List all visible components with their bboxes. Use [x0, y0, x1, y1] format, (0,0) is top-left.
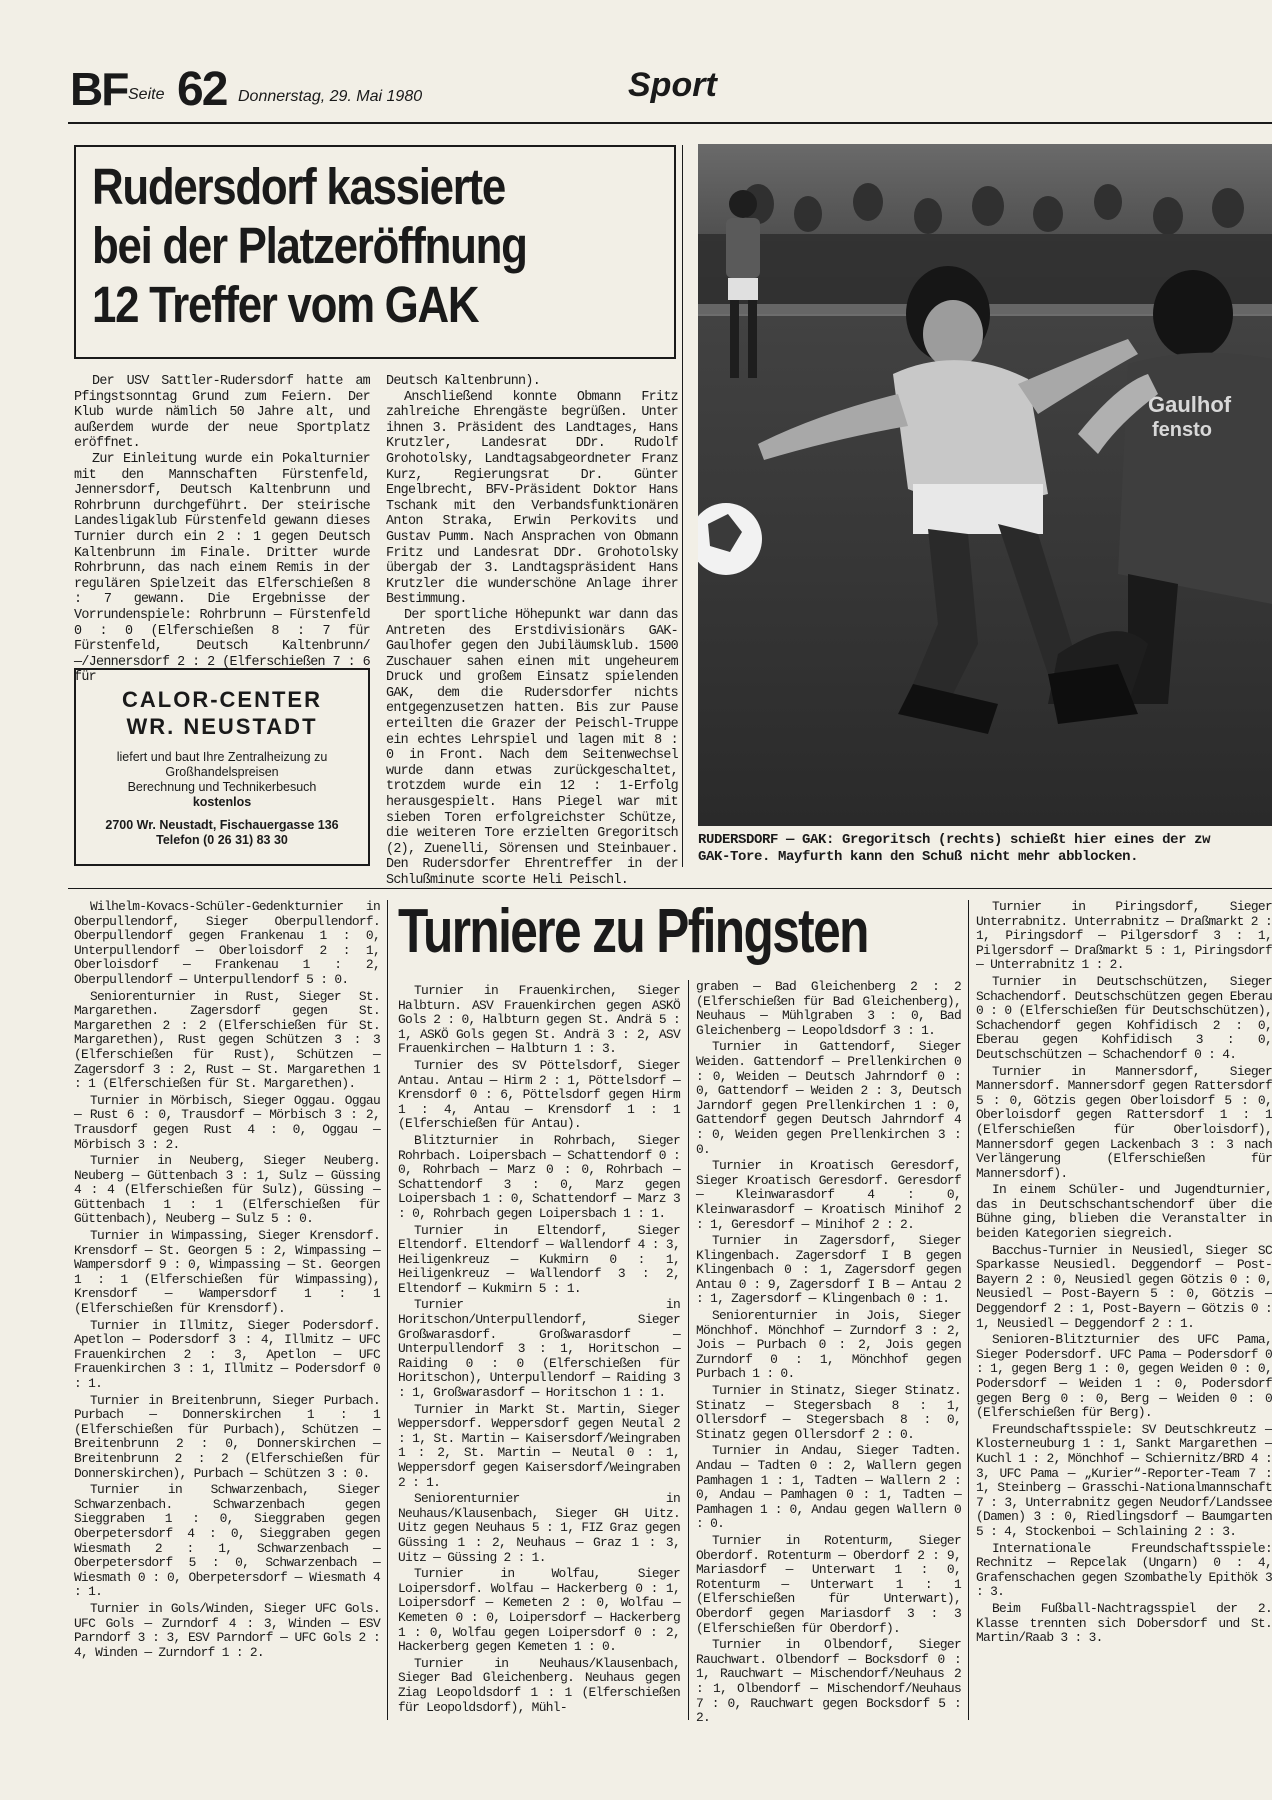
paragraph: Anschließend konnte Obmann Fritz zahlreiche Ehrengäste begrüßen. Unter ihnen 3. Präsident des Landtages, Hans Krutzler, Landesrat DDr. Rudolf Grohotolsky, Landtagsabgeordneter Franz Kurz, Regierungsrat Dr. Günter Engelbrecht, BFV-Präsident Doktor Hans Tschank mit den Verbandsfunktionären Anton Straka, Erwin Perkovits und Gustav Pumm. Nach Ansprachen von Obmann Fritz und Landesrat DDr. Grohotolsky übergab der 3. Landtagspräsident Hans Krutzler die wunderschöne Anlage ihrer Bestimmung. — [386, 389, 678, 608]
paragraph: Seniorenturnier in Jois, Sieger Mönchhof. Mönchhof — Zurndorf 3 : 2, Jois — Purbach 0 : 2, Jois gegen Zurndorf 0 : 1, Mönchhof gegen Purbach 1 : 0. — [696, 1308, 961, 1382]
paragraph: graben — Bad Gleichenberg 2 : 2 (Elferschießen für Bad Gleichenberg), Neuhaus — Mühlgraben 3 : 0, Bad Gleichenberg — Leopoldsdorf 3 : 1. — [696, 979, 961, 1038]
paragraph: Turnier in Illmitz, Sieger Podersdorf. Apetlon — Podersdorf 3 : 4, Illmitz — UFC Frauenkirchen 2 : 3, Apetlon — UFC Frauenkirchen 3 : 1, Illmitz — Podersdorf 0 : 1. — [74, 1317, 380, 1391]
ad-phone: Telefon (0 26 31) 83 30 — [156, 833, 288, 847]
paragraph: Beim Fußball-Nachtragsspiel der 2. Klasse trennten sich Dobersdorf und St. Martin/Raab 3 : 3. — [976, 1600, 1272, 1646]
page-number: 62 — [177, 63, 227, 116]
top-rule — [68, 122, 1272, 124]
paragraph: Turnier in Breitenbrunn, Sieger Purbach. Purbach — Donnerskirchen 1 : 1 (Elferschießen für Purbach), Schützen — Breitenbrunn 2 : 0, Donnerskirchen — Breitenbrunn 2 : 2 (Elferschießen für Donnerskirchen), Purbach — Schützen 3 : 0. — [74, 1392, 380, 1481]
tournament-column-1 — [74, 900, 380, 1662]
paragraph: Senioren-Blitzturnier des UFC Pama, Sieger Podersdorf. UFC Pama — Podersdorf 0 : 1, gegen Berg 1 : 0, gegen Weiden 0 : 0, Podersdorf — Weiden 1 : 0, Podersdorf gegen Berg 0 : 0, Berg — Weiden 0 : 0 (Elferschießen für Berg). — [976, 1332, 1272, 1421]
match-photo — [698, 144, 1272, 826]
section-title: Sport — [628, 66, 717, 104]
column-rule — [968, 900, 969, 1720]
paragraph: Turnier in Olbendorf, Sieger Rauchwart. Olbendorf — Bocksdorf 0 : 1, Rauchwart — Mischendorf/Neuhaus 2 : 1, Olbendorf — Mischendorf/Neuhaus 7 : 0, Rauchwart gegen Bocksdorf 5 : 2. — [696, 1637, 961, 1726]
paragraph: Der sportliche Höhepunkt war dann das Antreten des Erstdivisionärs GAK-Gaulhofer gegen den Jubiläumsklub. 1500 Zuschauer sahen einen mit ungeheurem Druck und großem Einsatz spielenden GAK, dem die Rudersdorfer nichts entgegenzusetzen hatten. Bis zur Pause erteilten die Grazer der Peischl-Truppe ein echtes Lehrspiel und lagen mit 8 : 0 in Front. Nach dem Seitenwechsel wurde dann etwas zurückgeschaltet, trotzdem wurde ein 12 : 1-Erfolg herausgespielt. Hans Piegel war mit sieben Toren erfolgreichster Schütze, die weiteren Tore erzielten Gregoritsch (2), Zuenelli, Sörensen und Steinbauer. Den Rudersdorfer Ehrentreffer in der Schlußminute scorte Heli Peischl. — [386, 607, 678, 888]
headline-line: Rudersdorf kassierte — [92, 158, 505, 215]
photo-caption — [698, 832, 1272, 866]
ad-text: kostenlos — [192, 795, 252, 809]
paragraph: Turnier in Schwarzenbach, Sieger Schwarzenbach. Schwarzenbach gegen Sieggraben 1 : 0, Sieggraben gegen Oberpetersdorf 4 : 0, Sieggraben gegen Wiesmath 2 : 1, Schwarzenbach — Oberpetersdorf 5 : 0, Schwarzenbach — Wiesmath 0 : 0, Oberpetersdorf — Wiesmath 4 : 1. — [74, 1482, 380, 1600]
paragraph: Turnier in Neuhaus/Klausenbach, Sieger Bad Gleichenberg. Neuhaus gegen Ziag Leopoldsdorf 1 : 1 (Elferschießen für Leopoldsdorf), Mühl- — [398, 1655, 680, 1715]
paragraph: Turnier in Wimpassing, Sieger Krensdorf. Krensdorf — St. Georgen 5 : 2, Wimpassing — Wampersdorf 9 : 0, Wimpassing — St. Georgen 1 : 1 (Elferschießen für Wimpassing), Krensdorf — Wampersdorf 1 : 1 (Elferschießen für Krensdorf). — [74, 1228, 380, 1317]
paragraph: Turnier in Gattendorf, Sieger Weiden. Gattendorf — Prellenkirchen 0 : 0, Weiden — Deutsch Jahrndorf 0 : 0, Gattendorf — Weiden 2 : 3, Deutsch Jarndorf gegen Prellenkirchen 1 : 0, Gattendorf gegen Deutsch Jahrndorf 4 : 0, Weiden gegen Prellenkirchen 3 : 0. — [696, 1039, 961, 1157]
paragraph: Turnier in Markt St. Martin, Sieger Weppersdorf. Weppersdorf gegen Neutal 2 : 1, St. Martin — Kaisersdorf/Weingraben 1 : 2, St. Martin — Neutal 0 : 1, Weppersdorf gegen Kaisersdorf/Weingraben 2 : 1. — [398, 1401, 680, 1490]
main-article-column-1 — [74, 374, 370, 686]
ad-text: Großhandelspreisen — [165, 765, 279, 779]
tournament-column-2 — [398, 984, 680, 1717]
column-text — [696, 980, 961, 1726]
main-headline — [92, 157, 689, 334]
ad-text: Berechnung und Technikerbesuch — [127, 780, 317, 794]
paragraph: Freundschaftsspiele: SV Deutschkreutz — Klosterneuburg 1 : 1, Sankt Margarethen — Kuchl 1 : 2, Mönchhof — Schiernitz/BRD 4 : 3, UFC Pama — „Kurier“-Reporter-Team 7 : 1, Steinberg — Grasschi-Nationalmannschaft 7 : 3, Unterrabnitz gegen Neudorf/Landssee (Damen) 3 : 0, Riedlingsdorf — Baumgarten 5 : 4, Stockenboi — Schlaining 2 : 3. — [976, 1421, 1272, 1539]
newspaper-logo: BF — [70, 63, 128, 115]
column-text — [976, 900, 1272, 1646]
section-rule — [68, 888, 1272, 889]
tournament-column-3 — [696, 980, 961, 1728]
column-text — [398, 984, 680, 1715]
column-rule — [688, 980, 689, 1720]
paragraph: Blitzturnier in Rohrbach, Sieger Rohrbach. Loipersbach — Schattendorf 0 : 0, Rohrbach — Marz 0 : 0, Rohrbach — Schattendorf 3 : 0, Marz gegen Loipersbach 1 : 0, Schattendorf — Marz 3 : 0, Rohrbach gegen Loipersbach 1 : 1. — [398, 1132, 680, 1221]
shirt-sponsor-text: Gaulhof — [1148, 392, 1232, 417]
column-rule — [387, 900, 388, 1720]
paragraph: Turnier in Deutschschützen, Sieger Schachendorf. Deutschschützen gegen Eberau 0 : 0 (Elferschießen für Deutschschützen), Schachendorf gegen Kohfidisch 2 : 0, Eberau gegen Kohfidisch 3 : 0, Deutschschützen — Schachendorf 0 : 4. — [976, 973, 1272, 1062]
paragraph: Deutsch Kaltenbrunn). — [386, 374, 541, 389]
paragraph: Internationale Freundschaftsspiele: Rechnitz — Repcelak (Ungarn) 0 : 4, Grafenschachen gegen Szombathely Epithök 3 : 3. — [976, 1540, 1272, 1600]
paragraph: In einem Schüler- und Jugendturnier, das in Deutschschantschendorf über die Bühne ging, blieben die Veranstalter in beiden Kategorien siegreich. — [976, 1182, 1272, 1242]
ad-title: WR. NEUSTADT — [126, 714, 318, 739]
advertisement — [74, 668, 370, 866]
main-article-column-2 — [386, 374, 678, 889]
headline-box — [74, 145, 676, 359]
paragraph: Turnier in Andau, Sieger Tadten. Andau — Tadten 0 : 2, Wallern gegen Pamhagen 1 : 1, Tadten — Wallern 2 : 0, Andau — Pamhagen 0 : 1, Tadten — Pamhagen 1 : 0, Andau gegen Wallern 0 : 0. — [696, 1443, 961, 1532]
paragraph: Turnier in Piringsdorf, Sieger Unterrabnitz. Unterrabnitz — Draßmarkt 2 : 1, Piringsdorf — Pilgersdorf 3 : 1, Pilgersdorf — Draßmarkt 5 : 1, Piringsdorf — Unterrabnitz 1 : 2. — [976, 900, 1272, 973]
paragraph: Turnier in Kroatisch Geresdorf, Sieger Kroatisch Geresdorf. Geresdorf — Kleinwarasdorf 4 : 0, Kleinwarasdorf — Kroatisch Minihof 2 : 1, Geresdorf — Minihof 2 : 2. — [696, 1158, 961, 1232]
ad-title: CALOR-CENTER — [122, 687, 322, 712]
shirt-sponsor-text: fensto — [1152, 419, 1212, 441]
paragraph: Seniorenturnier in Rust, Sieger St. Margarethen. Zagersdorf gegen St. Margarethen 2 : 2 (Elferschießen für St. Margarethen), Rust gegen Schützen 3 : 3 (Elferschießen für Rust), Schützen — Zagersdorf 3 : 2, Rust — St. Margarethen 1 : 1 (Elferschießen für St. Margarethen). — [74, 988, 380, 1092]
paragraph: Turnier in Eltendorf, Sieger Eltendorf. Eltendorf — Wallendorf 4 : 3, Heiligenkreuz — Kukmirn 0 : 1, Heiligenkreuz — Wallendorf 3 : 2, Eltendorf — Kukmirn 5 : 1. — [398, 1222, 680, 1296]
headline-line: 12 Treffer vom GAK — [92, 276, 479, 333]
paragraph: Turnier in Stinatz, Sieger Stinatz. Stinatz — Stegersbach 8 : 1, Ollersdorf — Stegersbach 8 : 0, Stinatz gegen Ollersdorf 2 : 0. — [696, 1383, 961, 1442]
headline-line: bei der Platzeröffnung — [92, 217, 527, 274]
paragraph: Turnier in Mörbisch, Sieger Oggau. Oggau — Rust 6 : 0, Trausdorf — Mörbisch 3 : 2, Trausdorf gegen Rust 4 : 0, Oggau — Mörbisch 3 : 2. — [74, 1092, 380, 1152]
paragraph: Turnier des SV Pöttelsdorf, Sieger Antau. Antau — Hirm 2 : 1, Pöttelsdorf — Krensdorf 0 : 6, Pöttelsdorf gegen Hirm 1 : 4, Antau — Krensdorf 1 : 1 (Elferschießen für Antau). — [398, 1057, 680, 1132]
paragraph: Turnier in Frauenkirchen, Sieger Halbturn. ASV Frauenkirchen gegen ASKÖ Gols 2 : 0, Halbturn gegen St. Andrä 5 : 1, ASKÖ Gols gegen St. Andrä 3 : 2, ASV Frauenkirchen — Halbturn 1 : 3. — [398, 983, 680, 1057]
column-rule — [682, 145, 683, 867]
paragraph: Turnier in Mannersdorf, Sieger Mannersdorf. Mannersdorf gegen Rattersdorf 5 : 0, Götzis gegen Oberloisdorf 5 : 0, Oberloisdorf gegen Rattersdorf 1 : 1 (Elferschießen für Oberloisdorf), Mannersdorf gegen Lackenbach 3 : 3 nach Verlängerung (Elferschießen für Mannersdorf). — [976, 1063, 1272, 1181]
paragraph: Turnier in Rotenturm, Sieger Oberdorf. Rotenturm — Oberdorf 2 : 9, Mariasdorf — Unterwart 1 : 0, Rotenturm — Unterwart 1 : 1 (Elferschießen für Unterwart), Oberdorf gegen Mariasdorf 3 : 3 (Elferschießen für Oberdorf). — [696, 1532, 961, 1636]
paragraph: Seniorenturnier in Neuhaus/Klausenbach, Sieger GH Uitz. Uitz gegen Neuhaus 5 : 1, FIZ Graz gegen Güssing 1 : 2, Neuhaus — Graz 1 : 3, Uitz — Güssing 2 : 1. — [398, 1491, 680, 1565]
paragraph: Turnier in Gols/Winden, Sieger UFC Gols. UFC Gols — Zurndorf 4 : 3, Winden — ESV Parndorf 3 : 3, ESV Parndorf — UFC Gols 2 : 4, Winden — Zurndorf 1 : 2. — [74, 1600, 380, 1660]
ad-text: liefert und baut Ihre Zentralheizung zu — [116, 750, 328, 764]
caption-line: RUDERSDORF — GAK: Gregoritsch (rechts) schießt hier eines der zw — [698, 832, 1211, 848]
paragraph: Bacchus-Turnier in Neusiedl, Sieger SC Sparkasse Neusiedl. Deggendorf — Post-Bayern 2 : 0, Neusiedl gegen Götzis 0 : 0, Neusiedl — Post-Bayern 5 : 0, Götzis — Deggendorf 2 : 1, Post-Bayern — Götzis 0 : 1, Neusiedl — Deggendorf 2 : 1. — [976, 1242, 1272, 1331]
paragraph: Turnier in Zagersdorf, Sieger Klingenbach. Zagersdorf I B gegen Klingenbach 0 : 1, Zagersdorf gegen Antau 0 : 9, Zagersdorf I B — Antau 2 : 1, Zagersdorf — Klingenbach 0 : 1. — [696, 1233, 961, 1307]
paragraph: Turnier in Wolfau, Sieger Loipersdorf. Wolfau — Hackerberg 0 : 1, Loipersdorf — Kemeten 2 : 0, Wolfau — Kemeten 0 : 0, Loipersdorf — Hackerberg 1 : 0, Wolfau gegen Loipersdorf 0 : 2, Hackerberg gegen Kemeten 1 : 0. — [398, 1566, 680, 1655]
second-headline: Turniere zu Pfingsten — [398, 897, 868, 966]
caption-line: GAK-Tore. Mayfurth kann den Schuß nicht mehr abblocken. — [698, 849, 1139, 865]
page-label: Seite — [128, 86, 165, 103]
paragraph: Turnier in Horitschon/Unterpullendorf, Sieger Großwarasdorf. Großwarasdorf — Unterpullendorf 3 : 1, Horitschon — Raiding 0 : 0 (Elferschießen für Horitschon), Unterpullendorf — Raiding 3 : 1, Großwarasdorf — Horitschon 1 : 1. — [398, 1297, 680, 1401]
column-text — [74, 900, 380, 1660]
paragraph: Turnier in Neuberg, Sieger Neuberg. Neuberg — Güttenbach 3 : 1, Sulz — Güssing 4 : 4 (Elferschießen für Sulz), Güssing — Güttenbach 1 : 1 (Elferschießen für Güttenbach), Neuberg — Sulz 5 : 0. — [74, 1153, 380, 1227]
paragraph: Der USV Sattler-Rudersdorf hatte am Pfingstsonntag Grund zum Feiern. Der Klub wurde nämlich 50 Jahre alt, und außerdem wurde der neue Sportplatz eröffnet. — [74, 374, 370, 452]
ad-address: 2700 Wr. Neustadt, Fischauergasse 136 — [105, 818, 339, 832]
issue-date: Donnerstag, 29. Mai 1980 — [238, 88, 423, 105]
photo-illustration — [698, 144, 1272, 826]
tournament-column-4 — [976, 900, 1272, 1648]
paragraph: Wilhelm-Kovacs-Schüler-Gedenkturnier in Oberpullendorf, Sieger Oberpullendorf. Oberpullendorf gegen Frankenau 1 : 0, Unterpullendorf — Oberloisdorf 2 : 1, Oberloisdorf — Frankenau 1 : 2, Oberpullendorf — Unterpullendorf 5 : 0. — [74, 899, 380, 987]
paragraph: Zur Einleitung wurde ein Pokalturnier mit den Mannschaften Fürstenfeld, Jennersdorf, Deutsch Kaltenbrunn und Rohrbrunn durchgeführt. Der steirische Landesligaklub Fürstenfeld gewann dieses Turnier durch ein 2 : 1 gegen Deutsch Kaltenbrunn im Finale. Dritter wurde Rohrbrunn, das nach einem Remis in der regulären Spielzeit das Elferschießen 8 : 7 gewann. Die Ergebnisse der Vorrundenspiele: Rohrbrunn — Fürstenfeld 0 : 0 (Elferschießen 8 : 7 für Fürstenfeld, Deutsch Kaltenbrunn/—/Jennersdorf 2 : 2 (Elferschießen 7 : 6 für — [74, 451, 370, 686]
